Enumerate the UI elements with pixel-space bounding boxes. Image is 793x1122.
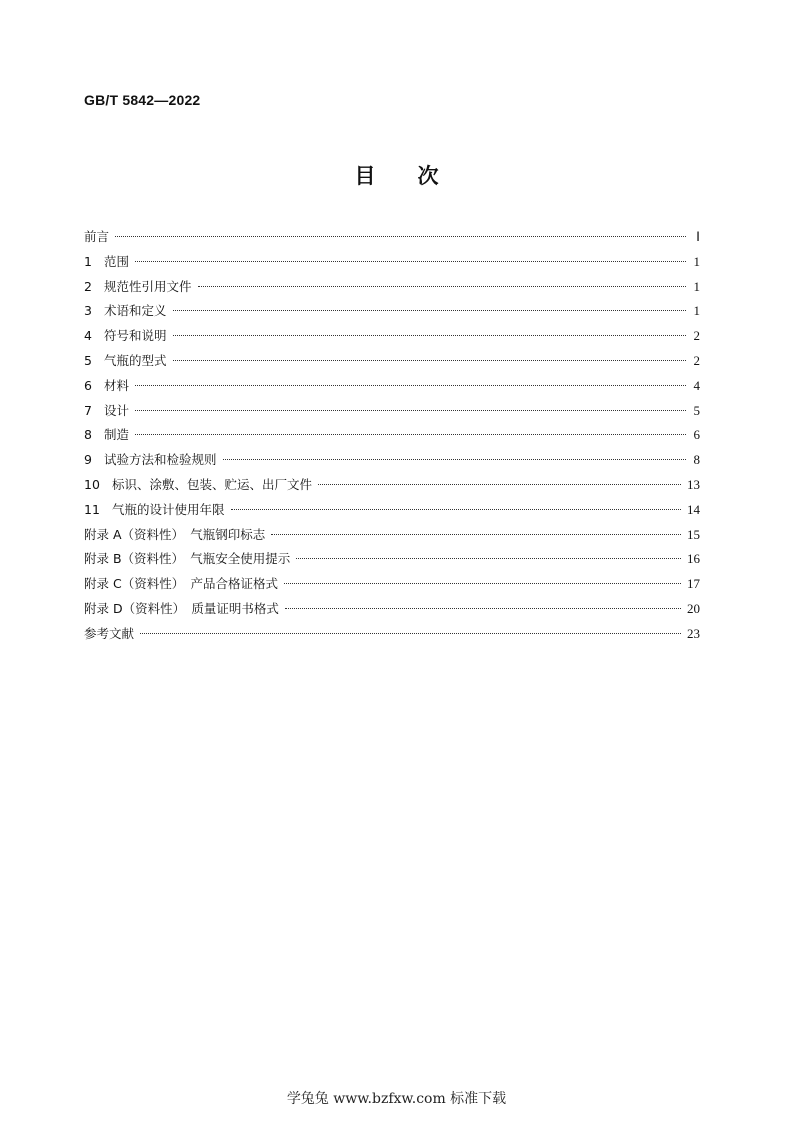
toc-entry[interactable] [84, 572, 700, 597]
toc-entry-number: 7 [84, 402, 92, 418]
dot-leader [115, 236, 686, 237]
toc-entry-title: 试验方法和检验规则 [104, 452, 217, 468]
toc-entry[interactable] [84, 299, 700, 324]
toc-entry[interactable] [84, 250, 700, 275]
toc-entry-page-number: 1 [693, 303, 700, 319]
toc-entry-page-number: 2 [693, 328, 700, 344]
dot-leader [173, 310, 686, 311]
toc-entry-number: 1 [84, 253, 92, 269]
toc-entry[interactable] [84, 225, 700, 250]
toc-entry[interactable] [84, 374, 700, 399]
toc-entry-title: 附录 D（资料性） 质量证明书格式 [84, 600, 279, 616]
toc-entry-page-number: 15 [687, 526, 700, 542]
toc-entry-page-number: 4 [693, 377, 700, 393]
toc-entry-title: 标识、涂敷、包装、贮运、出厂文件 [112, 476, 313, 492]
toc-entry-title: 附录 B（资料性） 气瓶安全使用提示 [84, 551, 291, 567]
toc-entry[interactable] [84, 473, 700, 498]
dot-leader [135, 385, 686, 386]
toc-entry-page-number: 1 [693, 278, 700, 294]
toc-entry[interactable] [84, 498, 700, 523]
toc-entry-number: 4 [84, 328, 92, 344]
toc-entry-title: 气瓶的设计使用年限 [112, 501, 225, 517]
dot-leader [198, 286, 686, 287]
toc-entry[interactable] [84, 275, 700, 300]
toc-entry-page-number: 20 [687, 600, 700, 616]
toc-entry-title: 设计 [104, 402, 130, 418]
dot-leader [271, 534, 681, 535]
toc-entry-page-number: 2 [693, 352, 700, 368]
dot-leader [318, 484, 681, 485]
toc-entry-title: 制造 [104, 427, 130, 443]
toc-entry-page-number: 5 [693, 402, 700, 418]
toc-entry[interactable] [84, 349, 700, 374]
footer-watermark: 学兔兔 www.bzfxw.com 标准下载 [286, 1091, 507, 1107]
toc-entry-title: 材料 [104, 377, 130, 393]
toc-entry[interactable] [84, 547, 700, 572]
dot-leader [284, 583, 681, 584]
toc-entry[interactable] [84, 448, 700, 473]
toc-entry-title: 术语和定义 [104, 303, 167, 319]
toc-entry-number: 8 [84, 427, 92, 443]
toc-entry[interactable] [84, 423, 700, 448]
dot-leader [173, 335, 686, 336]
toc-entry-page-number: 6 [693, 427, 700, 443]
toc-title: 目 次 [354, 164, 439, 188]
toc-entry-page-number: 1 [693, 253, 700, 269]
toc-entry-page-number: 13 [687, 476, 700, 492]
dot-leader [135, 261, 686, 262]
toc-entry-title: 符号和说明 [104, 328, 167, 344]
toc-entry-number: 6 [84, 377, 92, 393]
standard-code: GB/T 5842—2022 [84, 92, 201, 108]
toc-entry-page-number: 8 [693, 452, 700, 468]
toc-entry-title: 气瓶的型式 [104, 352, 167, 368]
toc-entry-title: 参考文献 [84, 625, 135, 641]
toc-entry[interactable] [84, 597, 700, 622]
dot-leader [223, 459, 686, 460]
dot-leader [135, 410, 686, 411]
toc-entry[interactable] [84, 523, 700, 548]
toc-entry[interactable] [84, 324, 700, 349]
toc-entry[interactable] [84, 399, 700, 424]
toc-entry-title: 范围 [104, 253, 130, 269]
dot-leader [285, 608, 681, 609]
toc-entry-number: 3 [84, 303, 92, 319]
toc-entry-title: 规范性引用文件 [104, 278, 192, 294]
toc-entry-number: 5 [84, 352, 92, 368]
toc-entry-page-number: 23 [687, 625, 700, 641]
table-of-contents [84, 225, 700, 647]
toc-entry-page-number: 17 [687, 576, 700, 592]
toc-entry-number: 9 [84, 452, 92, 468]
dot-leader [231, 509, 681, 510]
dot-leader [140, 633, 681, 634]
toc-entry[interactable] [84, 622, 700, 647]
toc-entry-page-number: Ⅰ [696, 229, 700, 244]
toc-entry-title: 附录 C（资料性） 产品合格证格式 [84, 576, 278, 592]
dot-leader [296, 558, 681, 559]
toc-entry-title: 前言 [84, 229, 110, 244]
toc-entry-number: 11 [84, 501, 100, 517]
dot-leader [173, 360, 686, 361]
toc-entry-page-number: 16 [687, 551, 700, 567]
toc-entry-number: 2 [84, 278, 92, 294]
dot-leader [135, 434, 686, 435]
toc-entry-title: 附录 A（资料性） 气瓶钢印标志 [84, 526, 266, 542]
toc-entry-page-number: 14 [687, 501, 700, 517]
toc-entry-number: 10 [84, 476, 100, 492]
